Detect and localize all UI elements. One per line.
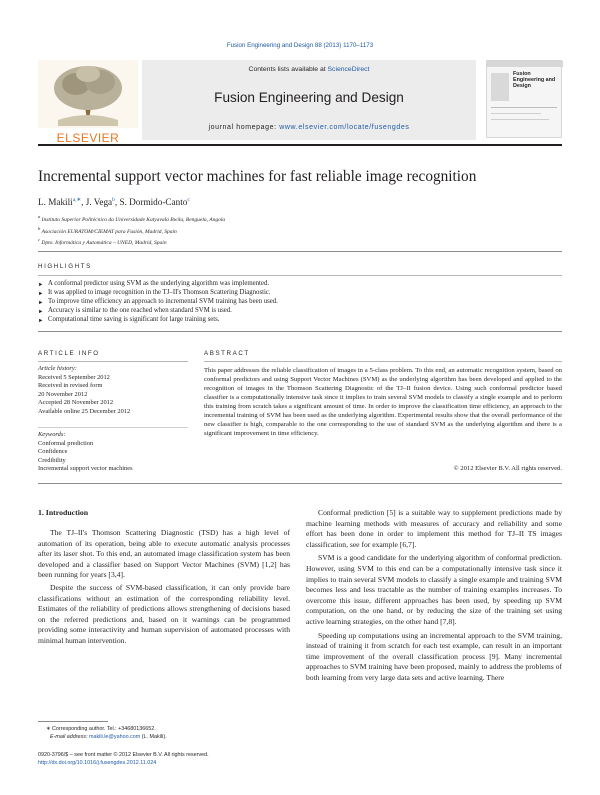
- author-3[interactable]: S. Dormido-Canto$^c$: [119, 197, 190, 208]
- header-rule: [38, 144, 562, 146]
- corresponding-author: ∗ Corresponding author. Tel.: +34680136652.: [46, 726, 156, 732]
- email-label: E-mail address:: [50, 734, 88, 741]
- highlights-rule: [38, 275, 562, 276]
- email-suffix: (L. Makili).: [141, 734, 167, 741]
- history-line: Received 5 September 2012: [38, 373, 110, 381]
- history-line: 20 November 2012: [38, 390, 88, 398]
- body-paragraph: Speeding up computations using an incremental approach to the SVM training, instead of training it from scratch for each test example, can result in an important time improvement of the overall classification process [9]. Many incremental approaches to SVM training have been proposed, mainly to address the problems of both learning from very large data sets and active learning. There: [306, 630, 562, 682]
- highlight-item: ► A conformal predictor using SVM as the underlying algorithm was implemented.: [38, 280, 538, 289]
- keywords: [38, 431, 133, 474]
- body-paragraph: Despite the success of SVM-based classification, it can only provide bare classifications without an estimation of the corresponding reliability level. Estimates of the reliability of predictions allows strengthening of decisions based on the referred predictions and, based on it warnings can be programmed providing some interactivity and human supervision of automated processes with minimal human intervention.: [38, 582, 290, 645]
- cover-title: Fusion Engineering and Design: [513, 71, 556, 90]
- abstract-label: ABSTRACT: [204, 350, 250, 357]
- elsevier-tree-icon: [38, 60, 138, 128]
- highlights-label: HIGHLIGHTS: [38, 263, 92, 270]
- email-link[interactable]: makili.le@yahoo.com: [88, 734, 141, 741]
- history-label: Article history:: [38, 365, 77, 372]
- author-1[interactable]: L. Makili$^{a,∗}$: [38, 197, 82, 208]
- front-matter: [38, 751, 209, 767]
- left-column: [38, 528, 290, 647]
- history-line: Received in revised form: [38, 382, 103, 390]
- journal-cover-thumbnail[interactable]: [486, 60, 562, 138]
- article-title: Incremental support vector machines for fast reliable image recognition: [38, 168, 477, 185]
- article-history: [38, 365, 130, 417]
- history-line: Available online 25 December 2012: [38, 407, 131, 415]
- affiliation-b: $^b$ Asociación EURATOM/CIEMAT para Fusión, Madrid, Spain: [38, 225, 177, 235]
- highlight-item: ► To improve time efficiency an approach to incremental SVM training has been used.: [38, 298, 538, 307]
- highlight-item: ► Accuracy is similar to the one reached when standard SVM is used.: [38, 307, 538, 316]
- abstract-copyright: © 2012 Elsevier B.V. All rights reserved.: [453, 465, 562, 472]
- keyword: Conformal prediction: [38, 439, 94, 447]
- author-2[interactable]: J. Vega$^b$: [85, 197, 115, 208]
- history-rule: [38, 427, 188, 428]
- right-column: [306, 508, 562, 684]
- affiliation-a: $^a$ Instituto Superior Politécnico da Universidade Katyavala Bwila, Benguela, Angola: [38, 214, 226, 223]
- homepage-line: [142, 124, 476, 131]
- abstract-bottom-rule: [38, 483, 562, 484]
- article-info-label: ARTICLE INFO: [38, 350, 100, 357]
- keyword: Credibility: [38, 456, 66, 464]
- homepage-label: journal homepage:: [208, 124, 277, 131]
- journal-citation[interactable]: Fusion Engineering and Design 88 (2013) 1170–1173: [226, 42, 374, 49]
- abstract-rule: [204, 361, 562, 362]
- author-list: L. Makili$^{a,∗}$, J. Vega$^b$, S. Dormido-Canto$^c$: [38, 197, 190, 208]
- body-paragraph: SVM is a good candidate for the underlying algorithm of conformal prediction. However, using SVM to this end can be a computationally intensive task since it implies to train several SVM models to classify a single example and training SVM becomes less and less tractable as the number of training examples increases. To overcome this issue, different approaches has been used, by speeding up SVM computation, on the one hand, or by reducing the size of the training set using active learning strategies, on the other hand [7,8].: [306, 553, 562, 626]
- body-paragraph: Conformal prediction [5] is a suitable way to supplement predictions made by machine learning methods with measures of accuracy and reliability and some effort has been done in order to implement this method for TJ–II TS images classification, see for example [6,7].: [306, 508, 562, 549]
- sciencedirect-link[interactable]: ScienceDirect: [327, 66, 370, 73]
- article-info-rule: [38, 361, 188, 362]
- highlights-list: [38, 280, 538, 325]
- keyword: Incremental support vector machines: [38, 465, 133, 473]
- highlight-item: ► Computational time saving is significant for large training sets.: [38, 316, 538, 325]
- footnotes: [38, 725, 167, 741]
- publisher-name: ELSEVIER: [56, 131, 120, 145]
- highlight-item: ► It was applied to image recognition in the TJ–II's Thomson Scattering Diagnostic.: [38, 289, 538, 298]
- title-rule: [38, 251, 562, 252]
- issn-line: 0920-3796/$ – see front matter © 2012 Elsevier B.V. All rights reserved.: [38, 752, 209, 758]
- footnote-rule: [38, 721, 108, 722]
- affiliations: [38, 213, 225, 248]
- history-line: Accepted 28 November 2012: [38, 399, 114, 407]
- contents-line: [142, 66, 476, 73]
- keywords-label: Keywords:: [38, 431, 66, 438]
- email-line: [38, 733, 167, 741]
- journal-name[interactable]: Fusion Engineering and Design: [214, 90, 404, 105]
- keyword: Confidence: [38, 448, 68, 456]
- section-heading: 1. Introduction: [38, 508, 89, 517]
- elsevier-logo[interactable]: [38, 60, 138, 145]
- contents-text: Contents lists available at: [248, 66, 326, 73]
- body-paragraph: The TJ–II's Thomson Scattering Diagnostic (TSD) has a high level of automation of its operation, being able to execute automatic analysis processes after its laser shot. To this end, an automated image classification system has been developed and a classifier based on Support Vector Machines (SVM) [1,2] has been running for years [3,4].: [38, 528, 290, 580]
- abstract-text: This paper addresses the reliable classification of images in a 5-class problem. To this end, an automatic recognition system, based on conformal predictors and using Support Vector Machines (SVM) as the underlying algorithm has been developed and applied to the recognition of images in the Thomson Scattering Diagnostic of the TJ–II fusion device. Using such conformal predictor based classifier is a computationally intensive task since it implies to train several SVM models to classify a single example and to perform this training from scratch takes a significant amount of time. In order to improve the classification time efficiency, an approach to the incremental training of SVM has been used as the underlying algorithm. Experimental results show that the overall performance of the new classifier is high, comparable to the one corresponding to the use of standard SVM as the underlying algorithm and there is a significant improvement in time efficiency.: [204, 367, 562, 437]
- journal-header-box: [142, 60, 476, 140]
- highlights-bottom-rule: [38, 331, 562, 332]
- affiliation-c: $^c$ Dpto. Informática y Automática – UNED, Madrid, Spain: [38, 237, 167, 247]
- doi-link[interactable]: http://dx.doi.org/10.1016/j.fusengdes.2012.11.024: [38, 760, 157, 767]
- homepage-url[interactable]: www.elsevier.com/locate/fusengdes: [279, 124, 410, 131]
